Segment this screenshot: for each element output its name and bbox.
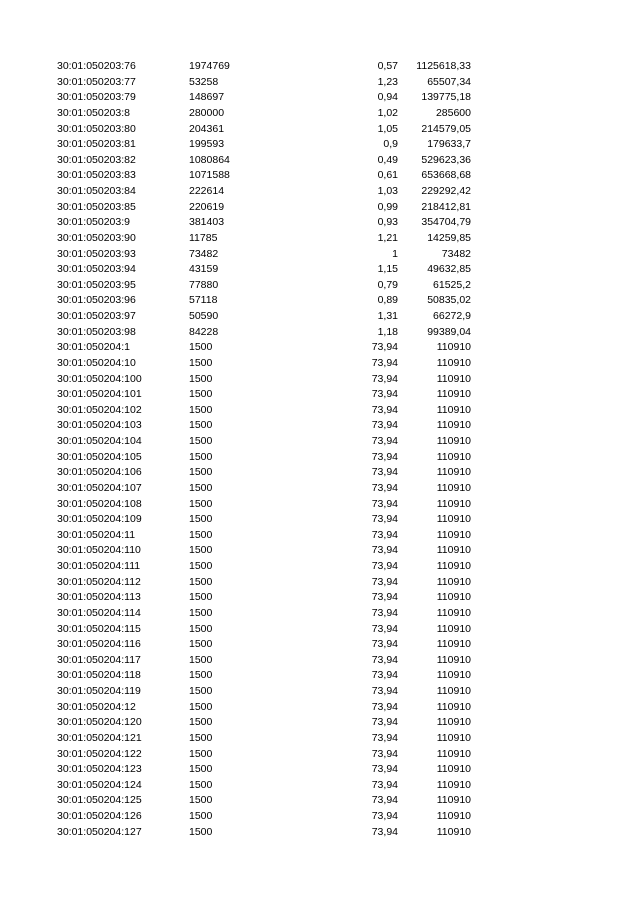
table-row xyxy=(0,559,640,575)
coefficient-cell: 73,94 xyxy=(371,544,398,557)
table-row xyxy=(0,262,640,278)
coefficient-cell: 0,94 xyxy=(377,91,398,104)
area-cell: 1500 xyxy=(189,450,213,463)
area-cell: 1500 xyxy=(189,544,213,557)
value-cell: 110910 xyxy=(436,575,471,588)
cadastral-number-cell: 30:01:050203:94 xyxy=(57,263,136,276)
cadastral-number-cell: 30:01:050204:124 xyxy=(57,778,142,791)
table-row xyxy=(0,809,640,825)
value-cell: 50835,02 xyxy=(427,294,471,307)
coefficient-cell: 73,94 xyxy=(371,747,398,760)
table-row xyxy=(0,403,640,419)
value-cell: 110910 xyxy=(436,716,471,729)
cadastral-number-cell: 30:01:050204:108 xyxy=(57,497,142,510)
area-cell: 1500 xyxy=(189,731,213,744)
value-cell: 110910 xyxy=(436,481,471,494)
coefficient-cell: 73,94 xyxy=(371,653,398,666)
table-row xyxy=(0,434,640,450)
area-cell: 1500 xyxy=(189,810,213,822)
value-cell: 529623,36 xyxy=(421,153,471,166)
value-cell: 110910 xyxy=(436,388,471,401)
cadastral-number-cell: 30:01:050204:107 xyxy=(57,481,142,494)
cadastral-number-cell: 30:01:050203:93 xyxy=(57,247,136,260)
area-cell: 50590 xyxy=(189,310,219,322)
area-cell: 1500 xyxy=(189,560,213,572)
value-cell: 110910 xyxy=(436,560,471,572)
cadastral-number-cell: 30:01:050203:80 xyxy=(57,122,136,135)
area-cell: 1500 xyxy=(189,466,213,479)
value-cell: 110910 xyxy=(436,700,471,713)
value-cell: 653668,68 xyxy=(421,169,471,182)
cadastral-number-cell: 30:01:050204:10 xyxy=(57,356,136,369)
cadastral-number-cell: 30:01:050204:123 xyxy=(57,763,142,776)
cadastral-number-cell: 30:01:050203:82 xyxy=(57,153,136,166)
table-row xyxy=(0,418,640,434)
value-cell: 110910 xyxy=(436,450,471,463)
table-row xyxy=(0,231,640,247)
table-row xyxy=(0,137,640,153)
value-cell: 110910 xyxy=(436,669,471,682)
table-row xyxy=(0,293,640,309)
value-cell: 110910 xyxy=(436,763,471,776)
data-table xyxy=(0,59,640,840)
coefficient-cell: 73,94 xyxy=(371,763,398,776)
value-cell: 214579,05 xyxy=(421,122,471,135)
cadastral-number-cell: 30:01:050204:125 xyxy=(57,794,142,807)
value-cell: 110910 xyxy=(436,825,471,838)
area-cell: 1500 xyxy=(189,622,213,635)
value-cell: 110910 xyxy=(436,341,471,354)
coefficient-cell: 73,94 xyxy=(371,638,398,651)
coefficient-cell: 0,99 xyxy=(377,200,398,213)
value-cell: 110910 xyxy=(436,794,471,807)
value-cell: 49632,85 xyxy=(427,263,471,276)
coefficient-cell: 73,94 xyxy=(371,560,398,572)
table-row xyxy=(0,340,640,356)
cadastral-number-cell: 30:01:050204:109 xyxy=(57,513,142,526)
value-cell: 110910 xyxy=(436,731,471,744)
cadastral-number-cell: 30:01:050204:11 xyxy=(57,528,136,541)
value-cell: 1125618,33 xyxy=(416,60,471,72)
value-cell: 61525,2 xyxy=(433,278,471,291)
cadastral-number-cell: 30:01:050204:103 xyxy=(57,419,142,432)
table-row xyxy=(0,59,640,75)
value-cell: 110910 xyxy=(436,591,471,604)
coefficient-cell: 73,94 xyxy=(371,497,398,510)
cadastral-number-cell: 30:01:050203:97 xyxy=(57,310,136,322)
value-cell: 110910 xyxy=(436,497,471,510)
coefficient-cell: 0,61 xyxy=(377,169,398,182)
cadastral-number-cell: 30:01:050203:85 xyxy=(57,200,136,213)
coefficient-cell: 73,94 xyxy=(371,685,398,697)
coefficient-cell: 73,94 xyxy=(371,528,398,541)
area-cell: 57118 xyxy=(189,294,218,307)
coefficient-cell: 73,94 xyxy=(371,606,398,619)
coefficient-cell: 73,94 xyxy=(371,810,398,822)
area-cell: 1500 xyxy=(189,763,213,776)
cadastral-number-cell: 30:01:050203:79 xyxy=(57,91,136,104)
table-row xyxy=(0,575,640,591)
area-cell: 1500 xyxy=(189,638,213,651)
area-cell: 280000 xyxy=(189,106,225,119)
area-cell: 381403 xyxy=(189,216,225,229)
cadastral-number-cell: 30:01:050203:95 xyxy=(57,278,136,291)
area-cell: 220619 xyxy=(189,200,225,213)
coefficient-cell: 73,94 xyxy=(371,575,398,588)
table-row xyxy=(0,356,640,372)
value-cell: 99389,04 xyxy=(427,325,471,338)
coefficient-cell: 1,15 xyxy=(377,263,398,276)
area-cell: 1500 xyxy=(189,372,213,385)
value-cell: 139775,18 xyxy=(421,91,471,104)
coefficient-cell: 1 xyxy=(392,247,398,260)
area-cell: 1500 xyxy=(189,341,213,354)
value-cell: 66272,9 xyxy=(433,310,471,322)
table-row xyxy=(0,762,640,778)
area-cell: 1500 xyxy=(189,481,213,494)
area-cell: 1071588 xyxy=(189,169,230,182)
coefficient-cell: 73,94 xyxy=(371,356,398,369)
value-cell: 110910 xyxy=(436,747,471,760)
area-cell: 1500 xyxy=(189,747,213,760)
cadastral-number-cell: 30:01:050204:120 xyxy=(57,716,142,729)
table-row xyxy=(0,590,640,606)
table-row xyxy=(0,372,640,388)
coefficient-cell: 1,18 xyxy=(377,325,398,338)
value-cell: 110910 xyxy=(436,810,471,822)
area-cell: 1500 xyxy=(189,778,213,791)
area-cell: 1974769 xyxy=(189,60,230,72)
area-cell: 1500 xyxy=(189,716,213,729)
cadastral-number-cell: 30:01:050203:81 xyxy=(57,138,136,151)
value-cell: 218412,81 xyxy=(421,200,471,213)
coefficient-cell: 1,02 xyxy=(377,106,398,119)
coefficient-cell: 73,94 xyxy=(371,419,398,432)
table-row xyxy=(0,106,640,122)
value-cell: 65507,34 xyxy=(427,75,471,88)
cadastral-number-cell: 30:01:050204:112 xyxy=(57,575,141,588)
area-cell: 1500 xyxy=(189,403,213,416)
value-cell: 110910 xyxy=(436,638,471,651)
cadastral-number-cell: 30:01:050203:83 xyxy=(57,169,136,182)
table-row xyxy=(0,715,640,731)
cadastral-number-cell: 30:01:050203:90 xyxy=(57,231,136,244)
area-cell: 1500 xyxy=(189,388,213,401)
table-row xyxy=(0,387,640,403)
table-row xyxy=(0,278,640,294)
coefficient-cell: 73,94 xyxy=(371,669,398,682)
table-row xyxy=(0,465,640,481)
coefficient-cell: 73,94 xyxy=(371,700,398,713)
cadastral-number-cell: 30:01:050204:117 xyxy=(57,653,141,666)
coefficient-cell: 73,94 xyxy=(371,716,398,729)
cadastral-number-cell: 30:01:050203:84 xyxy=(57,185,136,197)
area-cell: 1500 xyxy=(189,528,213,541)
table-row xyxy=(0,168,640,184)
table-row xyxy=(0,325,640,341)
cadastral-number-cell: 30:01:050204:126 xyxy=(57,810,142,822)
table-row xyxy=(0,731,640,747)
cadastral-number-cell: 30:01:050204:104 xyxy=(57,435,142,447)
value-cell: 110910 xyxy=(436,513,471,526)
cadastral-number-cell: 30:01:050203:96 xyxy=(57,294,136,307)
coefficient-cell: 0,79 xyxy=(377,278,398,291)
area-cell: 77880 xyxy=(189,278,219,291)
cadastral-number-cell: 30:01:050204:105 xyxy=(57,450,142,463)
coefficient-cell: 0,89 xyxy=(377,294,398,307)
table-row xyxy=(0,684,640,700)
value-cell: 229292,42 xyxy=(421,185,471,197)
cadastral-number-cell: 30:01:050203:98 xyxy=(57,325,136,338)
cadastral-number-cell: 30:01:050204:101 xyxy=(57,388,142,401)
area-cell: 53258 xyxy=(189,75,219,88)
value-cell: 110910 xyxy=(436,685,471,697)
area-cell: 1500 xyxy=(189,435,213,447)
table-row xyxy=(0,653,640,669)
cadastral-number-cell: 30:01:050204:100 xyxy=(57,372,142,385)
value-cell: 110910 xyxy=(436,372,471,385)
coefficient-cell: 73,94 xyxy=(371,403,398,416)
table-row xyxy=(0,75,640,91)
cadastral-number-cell: 30:01:050204:116 xyxy=(57,638,141,651)
area-cell: 1500 xyxy=(189,356,213,369)
table-row xyxy=(0,778,640,794)
area-cell: 1080864 xyxy=(189,153,230,166)
value-cell: 110910 xyxy=(436,419,471,432)
coefficient-cell: 73,94 xyxy=(371,481,398,494)
coefficient-cell: 73,94 xyxy=(371,731,398,744)
cadastral-number-cell: 30:01:050204:119 xyxy=(57,685,141,697)
area-cell: 148697 xyxy=(189,91,225,104)
table-row xyxy=(0,825,640,841)
coefficient-cell: 1,05 xyxy=(377,122,398,135)
table-row xyxy=(0,215,640,231)
value-cell: 354704,79 xyxy=(421,216,471,229)
cadastral-number-cell: 30:01:050204:127 xyxy=(57,825,142,838)
value-cell: 110910 xyxy=(436,653,471,666)
cadastral-number-cell: 30:01:050204:102 xyxy=(57,403,142,416)
table-row xyxy=(0,512,640,528)
value-cell: 14259,85 xyxy=(427,231,471,244)
coefficient-cell: 73,94 xyxy=(371,372,398,385)
area-cell: 1500 xyxy=(189,606,213,619)
value-cell: 110910 xyxy=(436,435,471,447)
cadastral-number-cell: 30:01:050203:9 xyxy=(57,216,130,229)
area-cell: 1500 xyxy=(189,653,213,666)
table-row xyxy=(0,309,640,325)
area-cell: 1500 xyxy=(189,794,213,807)
table-row xyxy=(0,622,640,638)
table-row xyxy=(0,497,640,513)
table-row xyxy=(0,700,640,716)
table-row xyxy=(0,528,640,544)
area-cell: 1500 xyxy=(189,669,213,682)
cadastral-number-cell: 30:01:050203:77 xyxy=(57,75,136,88)
coefficient-cell: 73,94 xyxy=(371,466,398,479)
area-cell: 222614 xyxy=(189,185,225,197)
area-cell: 1500 xyxy=(189,685,213,697)
coefficient-cell: 73,94 xyxy=(371,513,398,526)
coefficient-cell: 73,94 xyxy=(371,388,398,401)
value-cell: 110910 xyxy=(436,356,471,369)
coefficient-cell: 1,21 xyxy=(377,231,398,244)
cadastral-number-cell: 30:01:050204:118 xyxy=(57,669,141,682)
table-row xyxy=(0,668,640,684)
area-cell: 1500 xyxy=(189,497,213,510)
cadastral-number-cell: 30:01:050204:1 xyxy=(57,341,130,354)
coefficient-cell: 0,57 xyxy=(377,60,398,72)
value-cell: 285600 xyxy=(435,106,471,119)
coefficient-cell: 73,94 xyxy=(371,435,398,447)
value-cell: 110910 xyxy=(436,528,471,541)
area-cell: 73482 xyxy=(189,247,219,260)
area-cell: 84228 xyxy=(189,325,219,338)
coefficient-cell: 1,31 xyxy=(377,310,398,322)
cadastral-number-cell: 30:01:050204:121 xyxy=(57,731,142,744)
table-row xyxy=(0,543,640,559)
area-cell: 204361 xyxy=(189,122,225,135)
table-row xyxy=(0,90,640,106)
cadastral-number-cell: 30:01:050203:8 xyxy=(57,106,130,119)
coefficient-cell: 73,94 xyxy=(371,591,398,604)
table-row xyxy=(0,247,640,263)
coefficient-cell: 73,94 xyxy=(371,622,398,635)
coefficient-cell: 73,94 xyxy=(371,825,398,838)
cadastral-number-cell: 30:01:050204:110 xyxy=(57,544,141,557)
value-cell: 110910 xyxy=(436,778,471,791)
table-row xyxy=(0,450,640,466)
coefficient-cell: 0,9 xyxy=(383,138,398,151)
value-cell: 110910 xyxy=(436,622,471,635)
cadastral-number-cell: 30:01:050204:122 xyxy=(57,747,142,760)
coefficient-cell: 1,03 xyxy=(377,185,398,197)
area-cell: 1500 xyxy=(189,825,213,838)
value-cell: 73482 xyxy=(441,247,471,260)
value-cell: 179633,7 xyxy=(427,138,471,151)
cadastral-number-cell: 30:01:050204:115 xyxy=(57,622,141,635)
table-row xyxy=(0,747,640,763)
area-cell: 11785 xyxy=(189,231,218,244)
table-row xyxy=(0,122,640,138)
coefficient-cell: 73,94 xyxy=(371,794,398,807)
coefficient-cell: 73,94 xyxy=(371,341,398,354)
cadastral-number-cell: 30:01:050203:76 xyxy=(57,60,136,72)
table-row xyxy=(0,184,640,200)
value-cell: 110910 xyxy=(436,403,471,416)
cadastral-number-cell: 30:01:050204:12 xyxy=(57,700,136,713)
area-cell: 1500 xyxy=(189,513,213,526)
table-row xyxy=(0,793,640,809)
table-row xyxy=(0,606,640,622)
value-cell: 110910 xyxy=(436,466,471,479)
table-row xyxy=(0,637,640,653)
value-cell: 110910 xyxy=(436,606,471,619)
area-cell: 1500 xyxy=(189,700,213,713)
area-cell: 1500 xyxy=(189,591,213,604)
coefficient-cell: 0,49 xyxy=(377,153,398,166)
cadastral-number-cell: 30:01:050204:113 xyxy=(57,591,141,604)
table-row xyxy=(0,481,640,497)
area-cell: 43159 xyxy=(189,263,219,276)
area-cell: 199593 xyxy=(189,138,225,151)
coefficient-cell: 73,94 xyxy=(371,450,398,463)
coefficient-cell: 73,94 xyxy=(371,778,398,791)
coefficient-cell: 0,93 xyxy=(377,216,398,229)
cadastral-number-cell: 30:01:050204:114 xyxy=(57,606,141,619)
cadastral-number-cell: 30:01:050204:111 xyxy=(57,560,141,572)
coefficient-cell: 1,23 xyxy=(377,75,398,88)
area-cell: 1500 xyxy=(189,575,213,588)
table-row xyxy=(0,153,640,169)
table-row xyxy=(0,200,640,216)
area-cell: 1500 xyxy=(189,419,213,432)
value-cell: 110910 xyxy=(436,544,471,557)
cadastral-number-cell: 30:01:050204:106 xyxy=(57,466,142,479)
